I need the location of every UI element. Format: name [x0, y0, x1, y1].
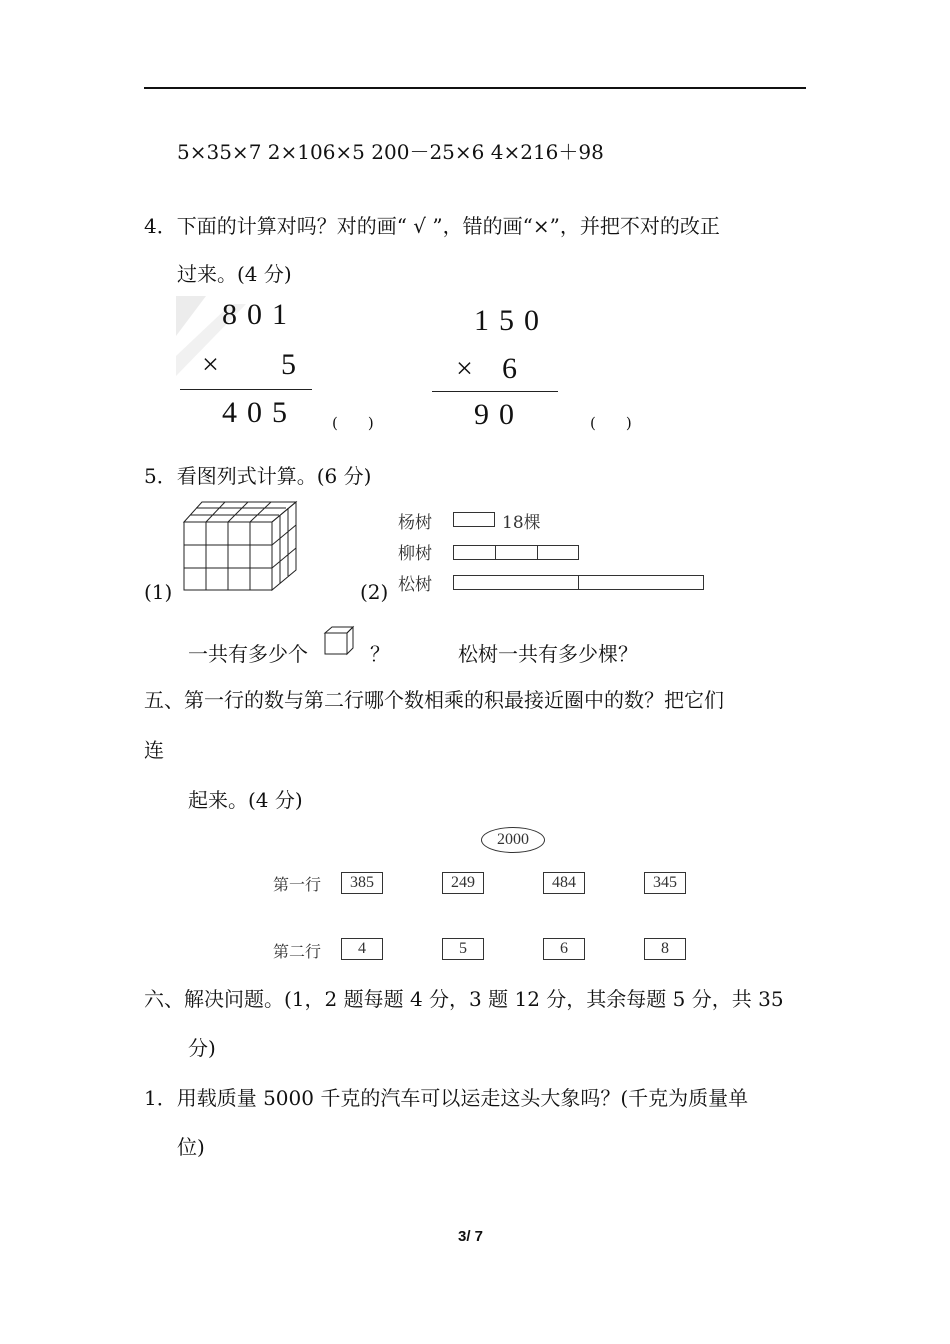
tree-label-yang: 杨树 [398, 513, 432, 533]
q5-question-1-end: ？ [370, 642, 390, 666]
section5-line3: 起来。(4 分) [188, 788, 303, 812]
cube-stack-figure [182, 498, 302, 594]
row1-number[interactable]: 385 [341, 872, 383, 894]
calc1-result: 405 [222, 396, 297, 429]
q5-question-2: 松树一共有多少棵？ [458, 642, 638, 666]
song-bar [453, 575, 704, 590]
calc1-line [180, 389, 312, 390]
section6-q1-line2: 位) [177, 1135, 205, 1159]
calc1-multiplier: 5 [281, 348, 306, 381]
row1-number[interactable]: 249 [442, 872, 484, 894]
calc1-answer-paren[interactable]: ( ) [332, 414, 374, 432]
q5-label-2: (2) [360, 580, 389, 604]
q5-title: 5．看图列式计算。(6 分) [144, 464, 372, 488]
row2-label: 第二行 [273, 942, 322, 961]
header-rule [144, 87, 806, 89]
yang-count: 18棵 [502, 513, 541, 533]
page-number: 3/ 7 [458, 1228, 484, 1245]
target-circle: 2000 [481, 827, 545, 853]
calc2-multiplier: 6 [502, 352, 527, 385]
tree-label-liu: 柳树 [398, 544, 432, 564]
calc2-result: 90 [474, 398, 524, 431]
section6-line2: 分) [188, 1036, 216, 1060]
yang-bar [453, 512, 495, 527]
q5-question-1: 一共有多少个 [188, 642, 308, 666]
q4-text-line1: 4．下面的计算对吗？对的画“ √ ”，错的画“×”，并把不对的改正 [144, 214, 720, 238]
section5-line2: 连 [144, 738, 164, 762]
liu-bar-divider [537, 546, 538, 559]
q4-text-line2: 过来。(4 分) [177, 262, 292, 286]
section6-line1: 六、解决问题。(1，2 题每题 4 分，3 题 12 分，其余每题 5 分，共 35 [144, 987, 784, 1011]
section5-line1: 五、第一行的数与第二行哪个数相乘的积最接近圈中的数？把它们 [144, 688, 724, 712]
row1-number[interactable]: 345 [644, 872, 686, 894]
row2-number[interactable]: 4 [341, 938, 383, 960]
calc2-line [432, 391, 558, 392]
row2-number[interactable]: 5 [442, 938, 484, 960]
calc2-operator: × [456, 352, 483, 385]
cube-icon [322, 625, 356, 657]
row2-number[interactable]: 8 [644, 938, 686, 960]
row1-label: 第一行 [273, 875, 322, 894]
calc1-operator: × [202, 348, 229, 381]
section6-q1-line1: 1．用载质量 5000 千克的汽车可以运走这头大象吗？(千克为质量单 [144, 1086, 749, 1110]
expressions-line: 5×35×7 2×106×5 200－25×6 4×216＋98 [177, 140, 604, 164]
liu-bar [453, 545, 579, 560]
row2-number[interactable]: 6 [543, 938, 585, 960]
calc2-top: 150 [474, 304, 549, 337]
calc1-top: 801 [222, 298, 297, 331]
row1-number[interactable]: 484 [543, 872, 585, 894]
q5-label-1: (1) [144, 580, 173, 604]
tree-label-song: 松树 [398, 575, 432, 595]
calc2-answer-paren[interactable]: ( ) [590, 414, 632, 432]
liu-bar-divider [495, 546, 496, 559]
song-bar-divider [578, 576, 579, 589]
